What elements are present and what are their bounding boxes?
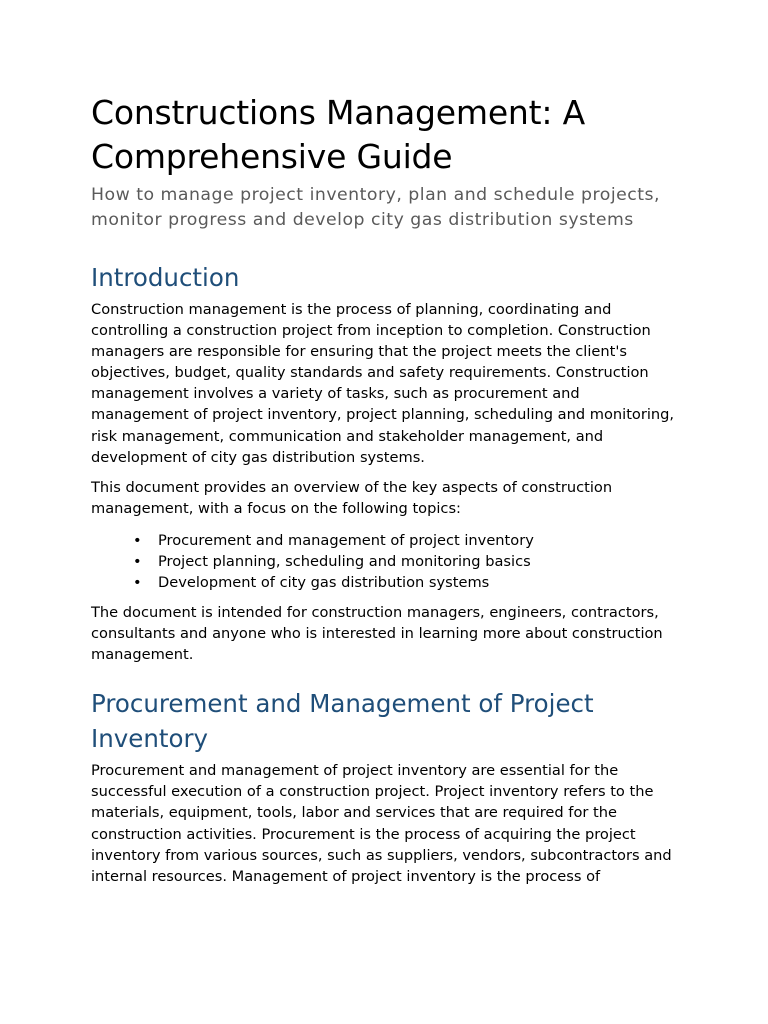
list-item	[91, 572, 680, 593]
document-title: Constructions Management: A Comprehensive Guide	[91, 93, 585, 176]
list-item	[91, 551, 680, 572]
topics-list	[91, 530, 680, 593]
bullet-icon: •	[133, 531, 142, 549]
bullet-icon: •	[133, 573, 142, 591]
introduction-paragraph-1: Construction management is the process of planning, coordinating and controlling a construction project from inception to completion. Construction managers are responsible for ensuring that the project meets the client's objectives, budget, quality standards and safety requirements. Construction management involves a variety of tasks, such as procurement and management of project inventory, project planning, scheduling and monitoring, risk management, communication and stakeholder management, and development of city gas distribution systems.	[91, 301, 675, 466]
introduction-paragraph-3: The document is intended for construction managers, engineers, contractors, consultants and anyone who is interested in learning more about construction management.	[91, 603, 663, 664]
list-item	[91, 530, 680, 551]
procurement-paragraph-1: Procurement and management of project inventory are essential for the successful execution of a construction project. Project inventory refers to the materials, equipment, tools, labor and services that are required for the construction activities. Procurement is the process of acquiring the project inventory from various sources, such as suppliers, vendors, subcontractors and internal resources. Management of project inventory is the process of	[91, 762, 672, 885]
introduction-paragraph-2: This document provides an overview of the key aspects of construction management, with a focus on the following topics:	[91, 478, 613, 517]
procurement-heading: Procurement and Management of Project Inventory	[91, 689, 594, 754]
list-item-text: Project planning, scheduling and monitoring basics	[158, 552, 531, 570]
bullet-icon: •	[133, 552, 142, 570]
list-item-text: Development of city gas distribution systems	[158, 573, 490, 591]
introduction-heading: Introduction	[91, 263, 240, 292]
document-subtitle: How to manage project inventory, plan and schedule projects, monitor progress and develop city gas distribution systems	[91, 185, 661, 230]
list-item-text: Procurement and management of project inventory	[158, 531, 534, 549]
